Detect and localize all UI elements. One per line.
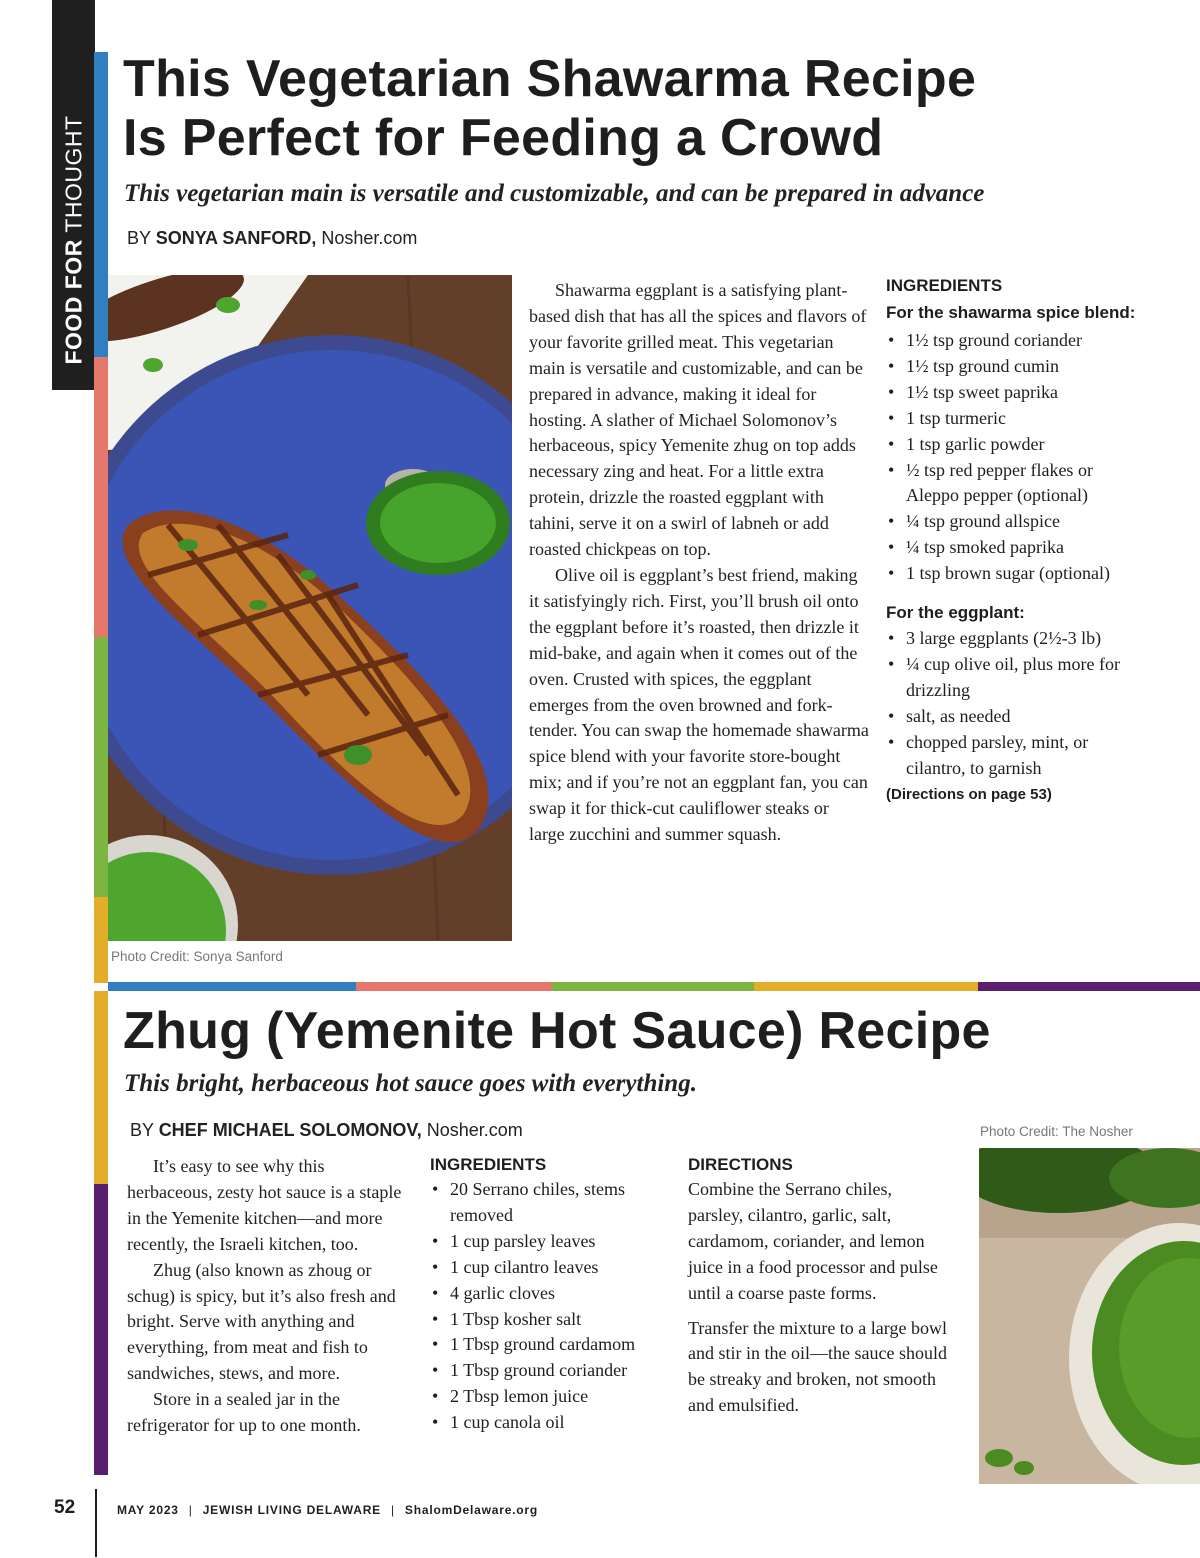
footer-website-link[interactable]: ShalomDelaware.org	[404, 1503, 539, 1517]
page-footer	[0, 1495, 1200, 1535]
list-item: • 1½ tsp sweet paprika	[886, 380, 1156, 406]
directions-step: Combine the Serrano chiles, parsley, cilantro, garlic, salt, cardamom, coriander, and lemon juice in a food processor and pulse until a coarse paste forms.	[688, 1179, 938, 1303]
ingredients-heading: INGREDIENTS	[430, 1155, 547, 1174]
article1-title-line1: This Vegetarian Shawarma Recipe	[123, 50, 977, 108]
footer-divider	[95, 1489, 97, 1557]
section-label	[52, 0, 95, 390]
list-item: • 3 large eggplants (2½-3 lb)	[886, 626, 1131, 652]
footer-separator: |	[391, 1503, 395, 1517]
directions-continued: (Directions on page 53)	[886, 785, 1052, 803]
footer-info	[117, 1503, 538, 1517]
list-item: • 4 garlic cloves	[430, 1281, 665, 1307]
list-item: • salt, as needed	[886, 704, 1131, 730]
color-bar-yellow-lower	[94, 991, 108, 1184]
divider-green	[552, 982, 754, 991]
list-item: • chopped parsley, mint, or cilantro, to garnish	[886, 730, 1121, 782]
list-item: • 20 Serrano chiles, stems removed	[430, 1177, 665, 1229]
section-label-bold: FOOD FOR	[60, 239, 86, 365]
article1-paragraph: Olive oil is eggplant’s best friend, making it satisfyingly rich. First, you’ll brush oil onto the eggplant before it’s roasted, then drizzle it mid-bake, and again when it comes out of the oven. Crusted with spices, the eggplant emerges from the oven browned and fork-tender. You can swap the homemade shawarma spice blend with your favorite store-bought mix; and if you’re not an eggplant fan, you can swap it for thick-cut cauliflower steaks or large zucchini and summer squash.	[529, 564, 869, 845]
color-bar-blue	[94, 52, 108, 357]
list-item: • 2 Tbsp lemon juice	[430, 1384, 665, 1410]
article1-body	[529, 278, 869, 848]
article2-photo-credit: Photo Credit: The Nosher	[980, 1124, 1133, 1139]
article2-ingredients	[430, 1153, 665, 1436]
article2-directions	[688, 1153, 948, 1419]
byline-source: Nosher.com	[316, 228, 418, 248]
list-item: • 1½ tsp ground coriander	[886, 328, 1156, 354]
footer-publication: JEWISH LIVING DELAWARE	[202, 1503, 381, 1517]
list-item: • ½ tsp red pepper flakes or Aleppo pepper (optional)	[886, 458, 1121, 510]
eggplant-list	[886, 626, 1131, 781]
article1-subtitle: This vegetarian main is versatile and customizable, and can be prepared in advance	[124, 180, 985, 207]
zhug-photo	[979, 1148, 1200, 1484]
divider-coral	[356, 982, 552, 991]
spice-blend-heading: For the shawarma spice blend:	[886, 303, 1136, 322]
list-item: • 1 cup canola oil	[430, 1410, 665, 1436]
eggplant-heading: For the eggplant:	[886, 603, 1025, 623]
eggplant-photo	[108, 275, 512, 941]
color-bar-green	[94, 637, 108, 897]
divider-yellow	[754, 982, 978, 991]
list-item: • 1 tsp garlic powder	[886, 432, 1156, 458]
article1-byline	[127, 228, 417, 249]
byline-prefix: BY	[130, 1120, 159, 1140]
page-number: 52	[54, 1497, 76, 1518]
directions-step: Transfer the mixture to a large bowl and stir in the oil—the sauce should be streaky and broken, not smooth and emulsified.	[688, 1317, 947, 1416]
ingredients-heading: INGREDIENTS	[886, 276, 1003, 295]
spice-list	[886, 328, 1156, 587]
footer-separator: |	[188, 1503, 193, 1517]
article2-paragraph: Zhug (also known as zhoug or schug) is spicy, but it’s also fresh and bright. Serve with anything and everything, from meat and fish to sandwiches, stews, and more.	[127, 1259, 396, 1384]
list-item: • 1 cup parsley leaves	[430, 1229, 665, 1255]
article1-paragraph: Shawarma eggplant is a satisfying plant-based dish that has all the spices and flavors of your favorite grilled meat. This vegetarian main is versatile and customizable, and can be prepared in advance, making it ideal for hosting. A slather of Michael Solomonov’s herbaceous, spicy Yemenite zhug on top adds necessary zing and heat. For a little extra protein, drizzle the roasted eggplant with tahini, serve it on a swirl of labneh or add roasted chickpeas on top.	[529, 280, 867, 560]
directions-heading: DIRECTIONS	[688, 1155, 793, 1174]
divider-blue	[108, 982, 356, 991]
list-item: • 1 tsp turmeric	[886, 406, 1156, 432]
color-bar-yellow	[94, 897, 108, 983]
color-bar-purple	[94, 1184, 108, 1475]
section-label-light: THOUGHT	[60, 115, 86, 240]
list-item: • ¼ cup olive oil, plus more for drizzling	[886, 652, 1121, 704]
list-item: • 1 Tbsp ground cardamom	[430, 1332, 665, 1358]
footer-date: MAY 2023	[117, 1503, 179, 1517]
article2-body	[127, 1154, 410, 1439]
divider-purple	[978, 982, 1200, 991]
article1-title	[123, 50, 976, 168]
color-bar-coral	[94, 357, 108, 637]
article1-title-line2: Is Perfect for Feeding a Crowd	[123, 109, 884, 167]
byline-prefix: BY	[127, 228, 156, 248]
article1-ingredients	[886, 274, 1156, 803]
article2-paragraph: It’s easy to see why this herbaceous, zesty hot sauce is a staple in the Yemenite kitchen—and more recently, the Israeli kitchen, too.	[127, 1156, 402, 1254]
article2-subtitle: This bright, herbaceous hot sauce goes with everything.	[124, 1070, 697, 1097]
list-item: • 1 Tbsp kosher salt	[430, 1307, 665, 1333]
byline-source: Nosher.com	[421, 1120, 523, 1140]
article2-title: Zhug (Yemenite Hot Sauce) Recipe	[123, 1002, 991, 1060]
article2-paragraph: Store in a sealed jar in the refrigerator for up to one month.	[127, 1389, 361, 1436]
byline-author: SONYA SANFORD,	[155, 228, 317, 248]
list-item: • 1 tsp brown sugar (optional)	[886, 561, 1156, 587]
list-item: • 1 Tbsp ground coriander	[430, 1358, 665, 1384]
list-item: • 1½ tsp ground cumin	[886, 354, 1156, 380]
zhug-ingredient-list	[430, 1177, 665, 1436]
byline-author: CHEF MICHAEL SOLOMONOV,	[158, 1120, 422, 1140]
list-item: • ¼ tsp ground allspice	[886, 509, 1156, 535]
article1-photo-credit: Photo Credit: Sonya Sanford	[111, 949, 283, 964]
list-item: • ¼ tsp smoked paprika	[886, 535, 1156, 561]
list-item: • 1 cup cilantro leaves	[430, 1255, 665, 1281]
article2-byline	[130, 1120, 523, 1141]
